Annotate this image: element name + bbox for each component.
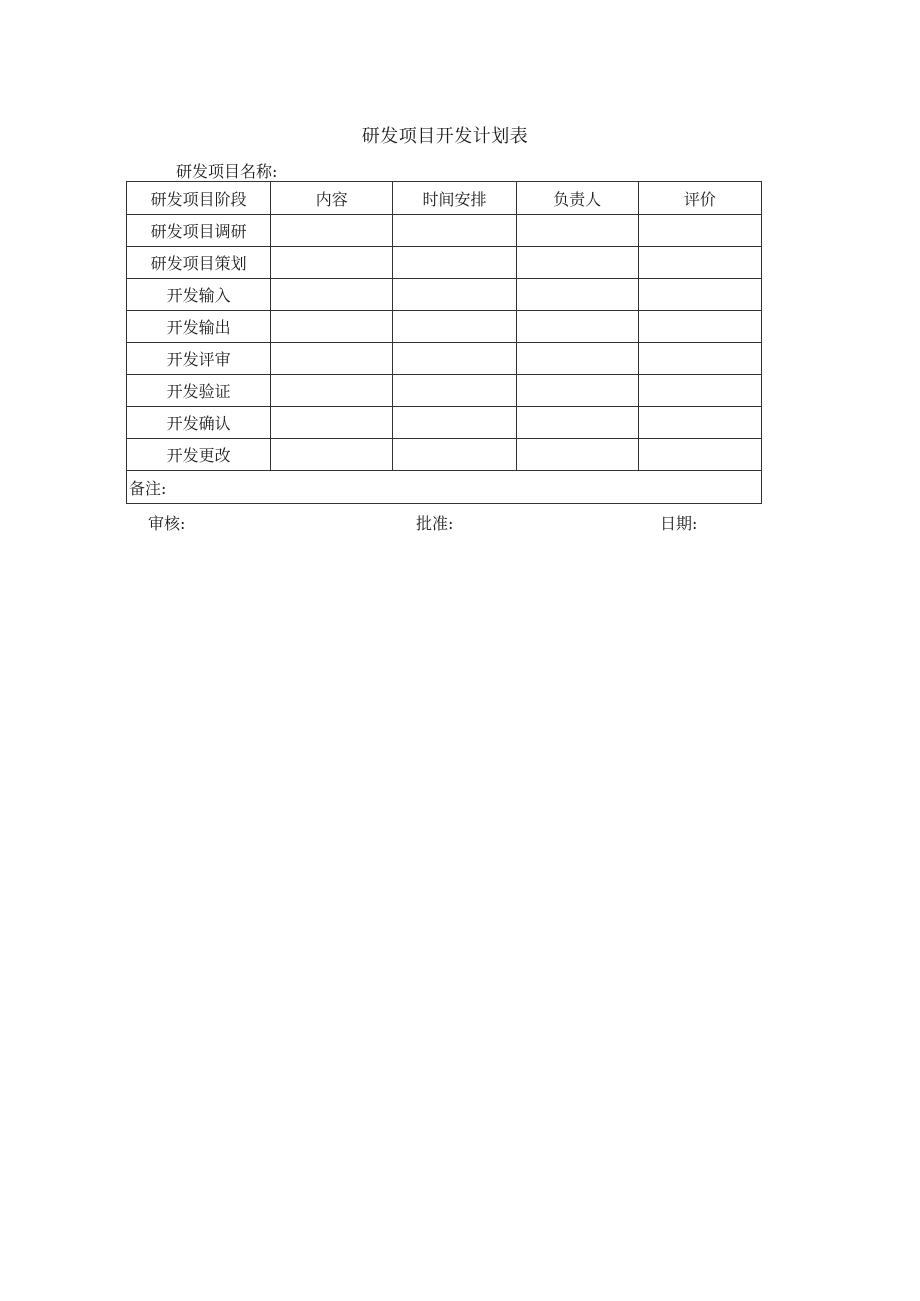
schedule-cell[interactable] <box>393 247 516 279</box>
owner-cell[interactable] <box>516 407 638 439</box>
evaluation-cell[interactable] <box>638 407 761 439</box>
owner-cell[interactable] <box>516 343 638 375</box>
content-cell[interactable] <box>271 407 393 439</box>
table-row <box>127 215 762 247</box>
stage-cell: 研发项目调研 <box>127 215 271 247</box>
header-schedule: 时间安排 <box>393 182 516 215</box>
plan-table <box>126 181 762 504</box>
content-cell[interactable] <box>271 439 393 471</box>
header-evaluation: 评价 <box>638 182 761 215</box>
schedule-cell[interactable] <box>393 311 516 343</box>
table-row <box>127 439 762 471</box>
stage-cell: 开发确认 <box>127 407 271 439</box>
remarks-label: 备注: <box>129 478 167 498</box>
date-label: 日期: <box>660 514 698 533</box>
evaluation-cell[interactable] <box>638 439 761 471</box>
schedule-cell[interactable] <box>393 375 516 407</box>
evaluation-cell[interactable] <box>638 311 761 343</box>
content-cell[interactable] <box>271 311 393 343</box>
evaluation-cell[interactable] <box>638 343 761 375</box>
table-row <box>127 247 762 279</box>
remarks-row <box>127 471 762 504</box>
table-row <box>127 375 762 407</box>
owner-cell[interactable] <box>516 439 638 471</box>
content-cell[interactable] <box>271 375 393 407</box>
stage-cell: 开发更改 <box>127 439 271 471</box>
owner-cell[interactable] <box>516 279 638 311</box>
evaluation-cell[interactable] <box>638 279 761 311</box>
owner-cell[interactable] <box>516 247 638 279</box>
stage-cell: 研发项目策划 <box>127 247 271 279</box>
page-title: 研发项目开发计划表 <box>361 126 529 147</box>
schedule-cell[interactable] <box>393 215 516 247</box>
stage-cell: 开发输出 <box>127 311 271 343</box>
content-cell[interactable] <box>271 215 393 247</box>
schedule-cell[interactable] <box>393 407 516 439</box>
table-row <box>127 343 762 375</box>
review-label: 审核: <box>148 514 186 533</box>
evaluation-cell[interactable] <box>638 215 761 247</box>
approve-label: 批准: <box>416 514 454 533</box>
stage-cell: 开发输入 <box>127 279 271 311</box>
table-row <box>127 407 762 439</box>
stage-cell: 开发评审 <box>127 343 271 375</box>
schedule-cell[interactable] <box>393 279 516 311</box>
owner-cell[interactable] <box>516 311 638 343</box>
content-cell[interactable] <box>271 343 393 375</box>
schedule-cell[interactable] <box>393 343 516 375</box>
remarks-cell[interactable] <box>127 471 762 504</box>
header-stage: 研发项目阶段 <box>127 182 271 215</box>
owner-cell[interactable] <box>516 215 638 247</box>
table-row <box>127 279 762 311</box>
table-row <box>127 311 762 343</box>
table-header-row <box>127 182 762 215</box>
owner-cell[interactable] <box>516 375 638 407</box>
stage-cell: 开发验证 <box>127 375 271 407</box>
evaluation-cell[interactable] <box>638 247 761 279</box>
evaluation-cell[interactable] <box>638 375 761 407</box>
content-cell[interactable] <box>271 247 393 279</box>
header-owner: 负责人 <box>516 182 638 215</box>
schedule-cell[interactable] <box>393 439 516 471</box>
project-name-label: 研发项目名称: <box>176 162 278 181</box>
content-cell[interactable] <box>271 279 393 311</box>
header-content: 内容 <box>271 182 393 215</box>
